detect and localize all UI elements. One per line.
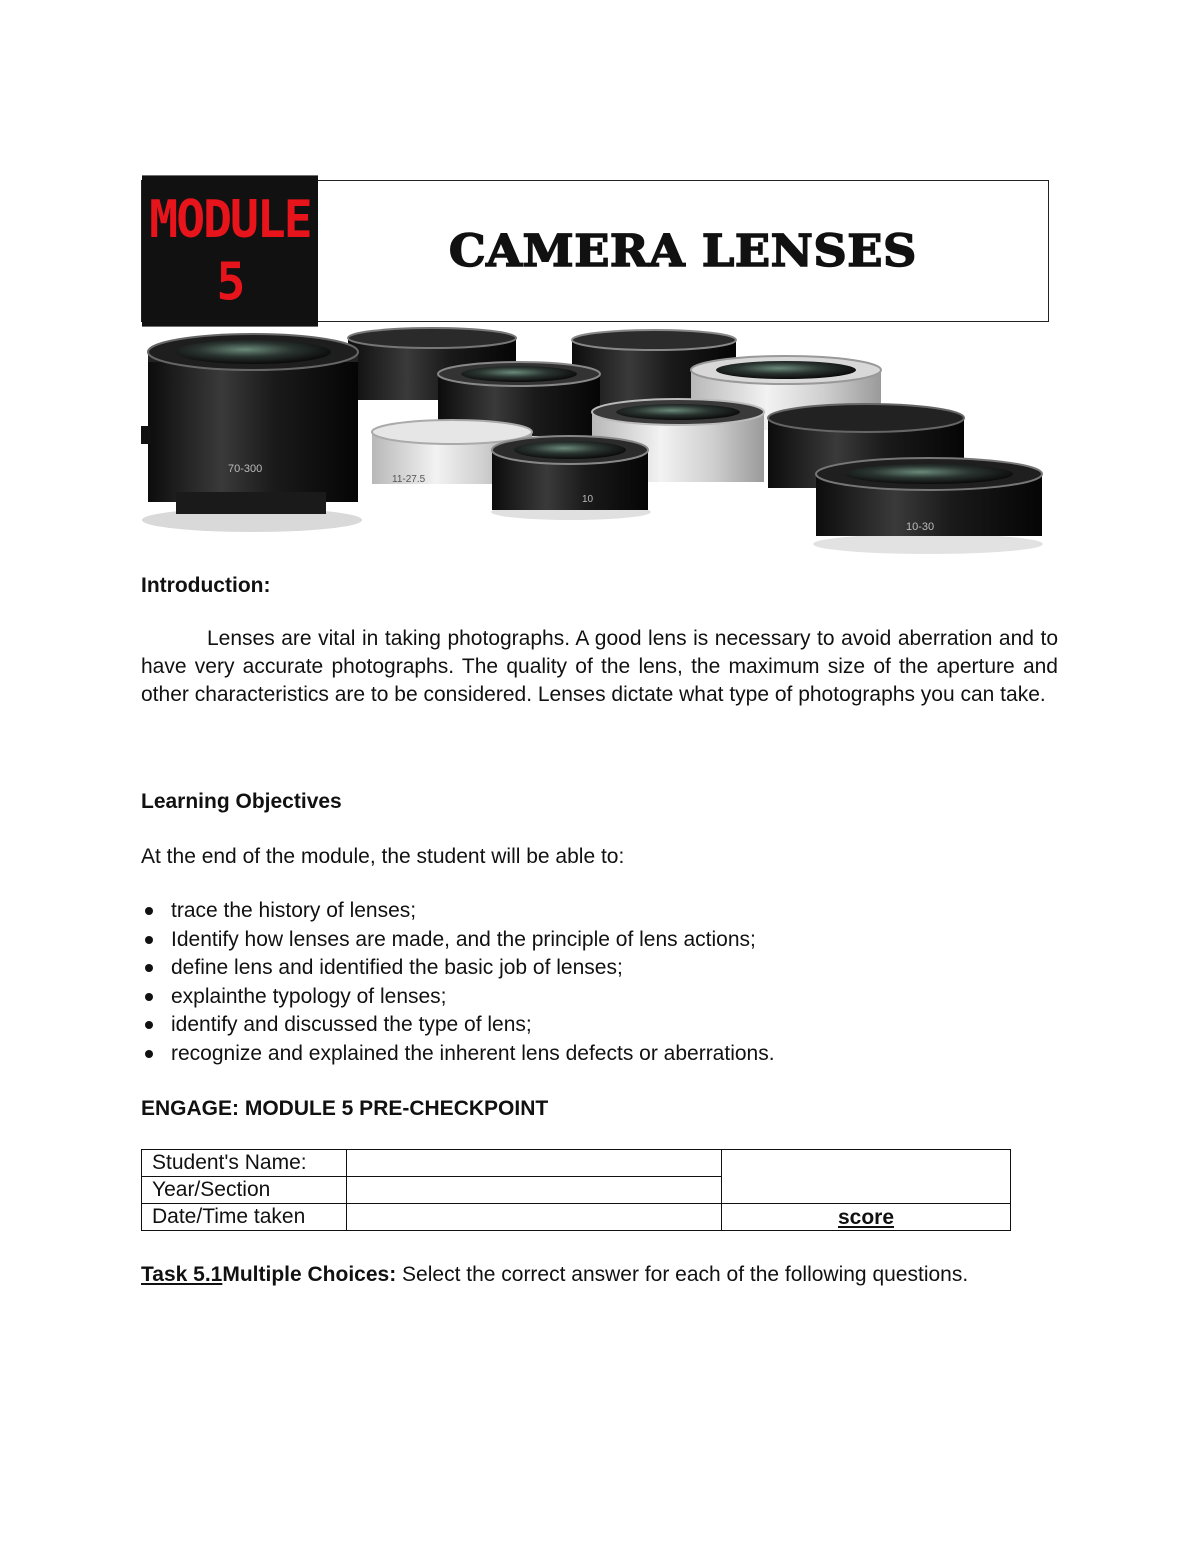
introduction-text: Lenses are vital in taking photographs. A good lens is necessary to avoid aberration and to have very accurate photographs. The quality of the lens, the maximum size of the aperture and other characteristics are to be considered. Lenses dictate what type of photographs you can take. [141,627,1058,706]
lens-10 [813,458,1043,554]
bullet-icon [145,1021,153,1029]
lens-2 [491,436,651,520]
list-item: explainthe typology of lenses; [141,983,775,1012]
lens-2-label: 10 [582,494,594,505]
student-info-table [141,1149,1011,1231]
bullet-icon [145,936,153,944]
objectives-heading: Learning Objectives [141,790,342,813]
module-header [141,180,1049,322]
lens-10-label: 10-30 [906,521,935,533]
module-badge [142,175,318,326]
lens-1 [141,334,362,532]
introduction-paragraph [141,625,1058,709]
task-number: Task 5.1 [141,1263,223,1286]
introduction-heading: Introduction: [141,574,271,597]
camera-lenses-image [136,322,1048,554]
task-instruction [141,1263,968,1287]
bullet-icon [145,907,153,915]
score-label: score [722,1204,1011,1231]
bullet-icon [145,993,153,1001]
bullet-icon [145,1050,153,1058]
year-section-field[interactable] [347,1177,722,1204]
list-item: define lens and identified the basic job of lenses; [141,954,775,983]
score-box[interactable] [722,1150,1011,1204]
lens-1-label: 70-300 [228,463,263,475]
engage-heading: ENGAGE: MODULE 5 PRE-CHECKPOINT [141,1097,549,1120]
date-time-label: Date/Time taken [142,1204,347,1231]
list-item: trace the history of lenses; [141,897,775,926]
bullet-icon [145,964,153,972]
module-label: MODULE [149,189,311,250]
table-row [142,1204,1011,1231]
list-item: recognize and explained the inherent lens defects or aberrations. [141,1040,775,1069]
objectives-intro: At the end of the module, the student will be able to: [141,845,625,868]
lens-5-label: 11-27.5 [392,474,426,485]
task-text: Select the correct answer for each of the following questions. [396,1263,969,1286]
objectives-list [141,897,775,1069]
student-name-label: Student's Name: [142,1150,347,1177]
task-kind: Multiple Choices: [222,1263,397,1286]
list-item: Identify how lenses are made, and the principle of lens actions; [141,926,775,955]
year-section-label: Year/Section [142,1177,347,1204]
module-number: 5 [216,252,244,313]
title-cell [318,181,1048,321]
student-name-field[interactable] [347,1150,722,1177]
list-item: identify and discussed the type of lens; [141,1011,775,1040]
page-title: CAMERA LENSES [448,225,918,277]
table-row [142,1150,1011,1177]
date-time-field[interactable] [347,1204,722,1231]
